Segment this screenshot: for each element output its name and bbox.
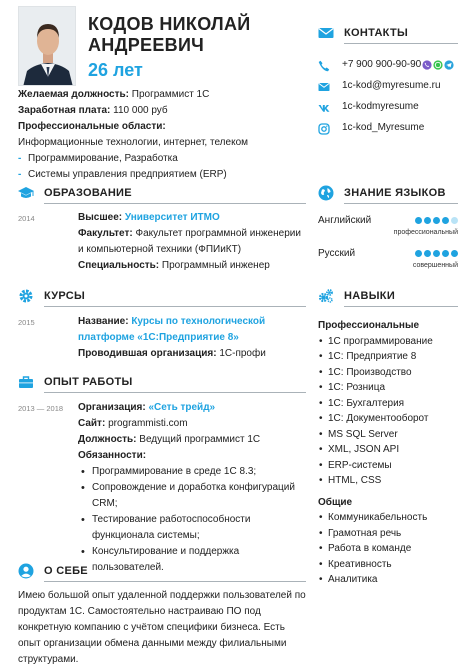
- organization-link[interactable]: «Сеть трейд»: [148, 402, 216, 413]
- list-item: • 1С: Розница: [318, 380, 468, 396]
- personal-info: [18, 87, 303, 183]
- full-name: КОДОВ НИКОЛАЙ АНДРЕЕВИЧ: [88, 14, 251, 55]
- experience-entry: Организация: «Сеть трейд» Сайт: programmisti.com Должность: Ведущий программист 1С Обязанности: • Программирование в среде 1С 8.3; • Сопровождение и доработка конфигураций CRM; • Тестирование работоспособности функционала системы; • Консультирование и поддержка пользователей.: [78, 400, 306, 576]
- list-item: • Сопровождение и доработка конфигураций CRM;: [78, 480, 306, 512]
- areas-value: Информационные технологии, интернет, телеком: [18, 137, 248, 148]
- contacts-section-header: [318, 24, 458, 44]
- phone-number[interactable]: +7 900 900-90-90: [342, 59, 422, 70]
- list-item: • 1С: Бухгалтерия: [318, 396, 468, 412]
- skills-section-header: [318, 287, 458, 307]
- gears-icon: [318, 288, 334, 304]
- language-level: профессиональный: [393, 229, 458, 236]
- section-title: КОНТАКТЫ: [344, 27, 409, 39]
- contact-instagram[interactable]: [318, 121, 458, 137]
- divider: [44, 392, 306, 393]
- salary: Заработная плата: 110 000 руб: [18, 105, 168, 116]
- section-title: КУРСЫ: [44, 290, 86, 302]
- envelope-icon: [318, 25, 334, 41]
- education-year: 2014: [18, 214, 35, 223]
- list-item: • Консультирование и поддержка пользователей.: [78, 544, 306, 576]
- area-item: - Программирование, Разработка: [18, 151, 303, 167]
- course-entry: Название: Курсы по технологической платформе «1С:Предприятие 8» Проводившая организация: 1С-профи: [78, 316, 266, 359]
- list-item: • 1С: Производство: [318, 365, 468, 381]
- level-dot: [433, 250, 440, 257]
- language-russian: [318, 248, 458, 274]
- section-title: НАВЫКИ: [344, 290, 396, 302]
- list-item: • Креативность: [318, 557, 468, 573]
- about-section-header: [18, 562, 306, 582]
- level-dot: [424, 217, 431, 224]
- list-item: • 1С: Документооборот: [318, 411, 468, 427]
- divider: [44, 306, 306, 307]
- list-item: • Коммуникабельность: [318, 510, 468, 526]
- level-dot: [451, 250, 458, 257]
- email-icon: [318, 81, 330, 93]
- experience-years: 2013 — 2018: [18, 404, 64, 413]
- site-link[interactable]: programmisti.com: [108, 418, 188, 429]
- languages-section-header: [318, 184, 458, 204]
- general-skills: [318, 510, 468, 588]
- desired-position: Желаемая должность: Программист 1С: [18, 89, 210, 100]
- education-section-header: [18, 184, 306, 204]
- telegram-icon[interactable]: [444, 60, 454, 73]
- list-item: • MS SQL Server: [318, 427, 468, 443]
- professional-skills: [318, 334, 468, 489]
- section-title: ОБРАЗОВАНИЕ: [44, 187, 132, 199]
- divider: [344, 203, 458, 204]
- list-item: • HTML, CSS: [318, 473, 468, 489]
- email-address[interactable]: 1c-kod@myresume.ru: [342, 80, 441, 91]
- duties-list: [78, 464, 306, 576]
- vk-icon: [318, 102, 330, 114]
- divider: [344, 306, 458, 307]
- language-english: [318, 215, 458, 241]
- level-dot: [442, 250, 449, 257]
- list-item: • Аналитика: [318, 572, 468, 588]
- language-level-dots: [413, 216, 458, 227]
- level-dot-empty: [451, 217, 458, 224]
- university-link[interactable]: Университет ИТМО: [124, 212, 220, 223]
- section-title: ОПЫТ РАБОТЫ: [44, 376, 133, 388]
- level-dot: [424, 250, 431, 257]
- area-item: - Системы управления предприятием (ERP): [18, 167, 303, 183]
- profile-photo: [18, 6, 76, 86]
- list-item: • 1С: Предприятие 8: [318, 349, 468, 365]
- divider: [44, 203, 306, 204]
- skills-list: [318, 318, 468, 588]
- user-icon: [18, 563, 34, 579]
- courses-year: 2015: [18, 318, 35, 327]
- list-item: • Работа в команде: [318, 541, 468, 557]
- list-item: • XML, JSON API: [318, 442, 468, 458]
- about-text: Имею большой опыт удаленной поддержки пользователей по продуктам 1С. Самостоятельно настраиваю ПО под конкретную компанию с учётом специфики бизнеса. Есть опыт организации обмена данными между филиальными структурами.: [18, 590, 306, 665]
- instagram-icon: [318, 123, 330, 135]
- briefcase-icon: [18, 374, 34, 390]
- language-level-dots: [413, 249, 458, 260]
- gear-icon: [18, 288, 34, 304]
- level-dot: [415, 217, 422, 224]
- globe-icon: [318, 185, 334, 201]
- contact-phone[interactable]: [318, 58, 458, 74]
- list-item: • Программирование в среде 1С 8.3;: [78, 464, 306, 480]
- level-dot: [433, 217, 440, 224]
- language-name: Русский: [318, 248, 356, 259]
- level-dot: [442, 217, 449, 224]
- experience-section-header: [18, 373, 306, 393]
- age: 26 лет: [88, 60, 143, 80]
- viber-icon[interactable]: [422, 60, 432, 73]
- course-link[interactable]: Курсы по технологической платформе «1С:Предприятие 8»: [78, 316, 266, 343]
- section-title: О СЕБЕ: [44, 565, 88, 577]
- instagram-handle[interactable]: 1c-kod_Myresume: [342, 122, 425, 133]
- level-dot: [415, 250, 422, 257]
- phone-icon: [318, 60, 330, 72]
- divider: [44, 581, 306, 582]
- contact-email[interactable]: [318, 79, 458, 95]
- contact-vk[interactable]: [318, 100, 458, 116]
- education-entry: Высшее: Университет ИТМО Факультет: Факультет программной инженерии и компьютерной техники (ФПИиКТ) Специальность: Программный инженер: [78, 212, 301, 271]
- list-item: • ERP-системы: [318, 458, 468, 474]
- language-name: Английский: [318, 215, 372, 226]
- whatsapp-icon[interactable]: [433, 60, 443, 73]
- skills-group-title: Общие: [318, 496, 353, 508]
- list-item: • Грамотная речь: [318, 526, 468, 542]
- areas-label: Профессиональные области:: [18, 121, 166, 132]
- courses-section-header: [18, 287, 306, 307]
- divider: [344, 43, 458, 44]
- vk-handle[interactable]: 1c-kodmyresume: [342, 101, 419, 112]
- skills-group-title: Профессиональные: [318, 320, 420, 331]
- section-title: ЗНАНИЕ ЯЗЫКОВ: [344, 187, 446, 199]
- language-level: совершенный: [412, 262, 458, 269]
- graduation-cap-icon: [18, 185, 34, 201]
- list-item: • Тестирование работоспособности функционала системы;: [78, 512, 306, 544]
- list-item: • 1С программирование: [318, 334, 468, 350]
